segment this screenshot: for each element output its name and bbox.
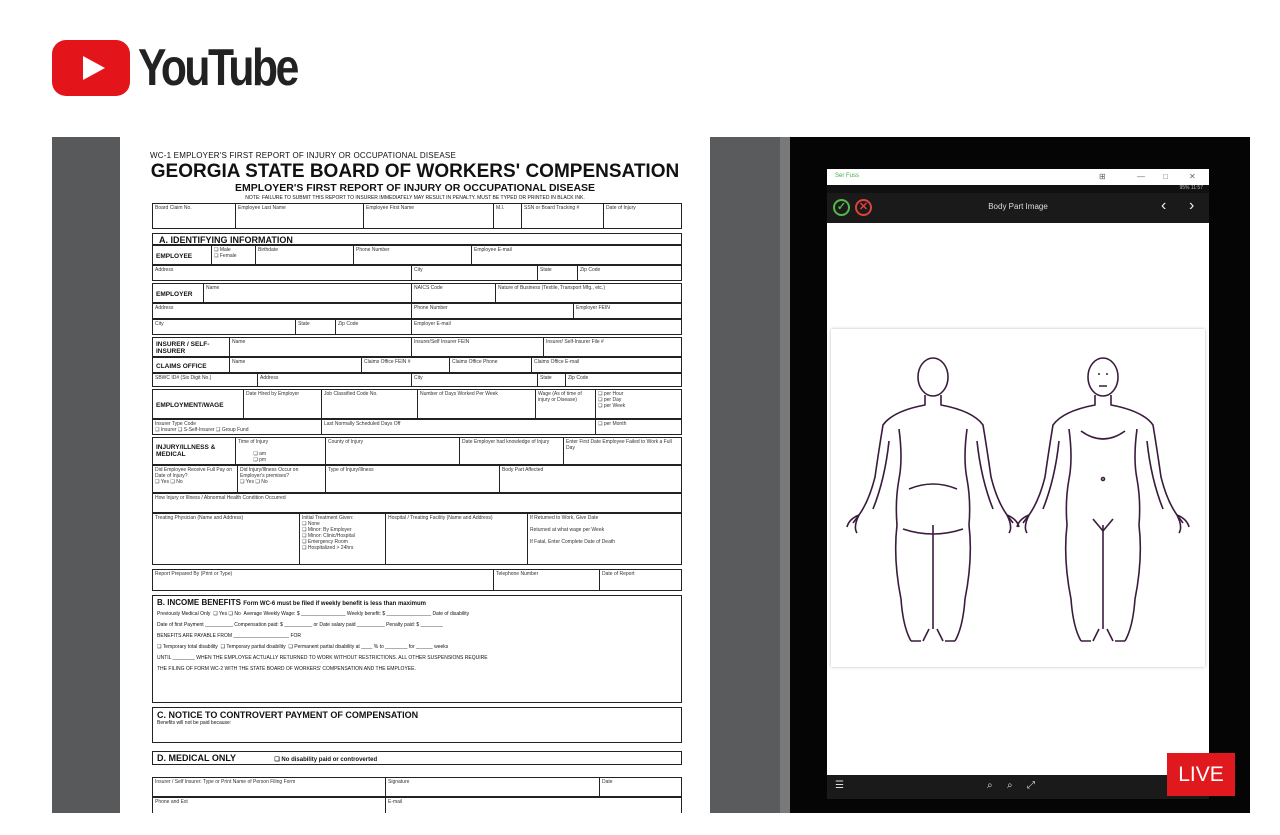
field-label: No disability paid or controverted xyxy=(281,757,378,763)
back-figure xyxy=(847,358,1019,641)
menu-icon[interactable]: ☰ xyxy=(835,780,844,791)
field-label: Phone and Ext xyxy=(155,799,188,805)
field-label: per Week xyxy=(582,527,605,533)
claims-row xyxy=(152,357,682,373)
section-d-note: ❑ No disability paid or controverted xyxy=(274,757,378,763)
section-c-header: C. NOTICE TO CONTROVERT PAYMENT OF COMPENSATION xyxy=(157,710,419,720)
field-label: Insurer Type Code xyxy=(155,421,197,427)
section-d-header: D. MEDICAL ONLY xyxy=(157,753,236,763)
field-label: Claims Office FEIN # xyxy=(361,358,413,372)
field-label: County of Injury xyxy=(325,438,365,464)
maximize-icon[interactable]: □ xyxy=(1163,172,1168,181)
sbwc-row xyxy=(152,373,682,387)
field-label: E-mail xyxy=(385,798,404,813)
field-label: Penalty paid: $ xyxy=(386,622,420,628)
return-to-work xyxy=(527,514,617,564)
field-label: Claims Office Phone xyxy=(449,358,499,372)
field-label: per Month xyxy=(603,421,627,427)
section-d xyxy=(152,751,682,765)
employer-row xyxy=(152,283,682,303)
field-label: Wage (As of time of injury or Disease) xyxy=(535,390,595,418)
field-label: Date xyxy=(599,778,615,796)
field-label: State xyxy=(537,374,554,386)
field-label: Did Injury/Illness Occur on Employer's premises? xyxy=(240,467,299,479)
screen-title: Body Part Image xyxy=(988,202,1048,211)
employee-address-row xyxy=(152,265,682,281)
field-label: Date of Report xyxy=(599,570,637,590)
field-label: Permanent partial disability at xyxy=(294,644,360,650)
premises: Did Injury/Illness Occur on Employer's premises? ❑ Yes ❑ No xyxy=(237,466,325,492)
field-label: M.I. xyxy=(493,204,506,228)
field-label: Compensation paid: $ xyxy=(234,622,283,628)
field-label: or Date salary paid xyxy=(313,622,356,628)
field-label: THE FILING OF FORM WC-2 WITH THE STATE BOARD OF WORKERS' COMPENSATION AND THE EMPLOYEE. xyxy=(157,666,416,672)
injury-row-2 xyxy=(152,465,682,493)
field-label: Yes xyxy=(245,479,254,485)
field-label: NAICS Code xyxy=(411,284,445,302)
check-icon[interactable]: ✓ xyxy=(833,199,850,216)
field-label: Insurer/ Self-Insurer File # xyxy=(543,338,606,356)
split-divider[interactable] xyxy=(780,137,790,813)
field-label: Average Weekly Wage: $ xyxy=(243,611,300,617)
field-label: Zip Code xyxy=(565,374,590,386)
close-icon[interactable]: ✕ xyxy=(1189,172,1196,181)
field-label: Telephone Number xyxy=(493,570,540,590)
field-label: Address xyxy=(155,305,174,311)
field-label: % to xyxy=(373,644,384,650)
field-label: Date of disability xyxy=(432,611,470,617)
injury-row xyxy=(152,437,682,465)
zoom-out-icon[interactable]: ⌕ xyxy=(1007,780,1013,791)
field-label: How Injury or Illness / Abnormal Health Condition Occurred xyxy=(155,495,286,501)
field-label: SSN or Board Tracking # xyxy=(521,204,581,228)
field-label: Birthdate xyxy=(255,246,280,264)
youtube-logo[interactable] xyxy=(52,38,332,98)
field-label: Body Part Affected xyxy=(499,466,545,492)
field-label: Nature of Business (Textile, Transport Mfg., etc.) xyxy=(495,284,607,302)
viewer-gutter xyxy=(710,137,780,813)
field-label: S-Self-Insurer xyxy=(183,427,215,433)
field-label: City xyxy=(155,321,164,327)
time-of-injury: Time of Injury ❑ am ❑ pm xyxy=(235,438,270,464)
top-fields-row xyxy=(152,203,682,229)
chevron-right-icon[interactable]: › xyxy=(1189,197,1195,214)
field-label: Signature xyxy=(385,778,411,796)
field-label: Initial Treatment Given: xyxy=(302,515,354,521)
field-label: Employee Last Name xyxy=(235,204,288,228)
section-b-note: Form WC-6 must be filed if weekly benefit is less than maximum xyxy=(243,601,426,607)
field-label: Minor: By Employer xyxy=(307,527,352,533)
insurer-type: Insurer Type Code ❑ Insurer ❑ S-Self-Insurer ❑ Group Fund xyxy=(155,421,249,433)
sign-row xyxy=(152,777,682,797)
field-label: per Day xyxy=(603,397,622,403)
employer-address-row xyxy=(152,303,682,319)
field-label: Report Prepared By (Print or Type) xyxy=(155,571,233,577)
cancel-icon[interactable]: ✕ xyxy=(855,199,872,216)
field-label: Address xyxy=(257,374,280,386)
field-label: Name xyxy=(203,284,221,302)
bottom-toolbar xyxy=(827,775,1209,799)
field-label: Temporary total disability xyxy=(162,644,218,650)
sign-row-2 xyxy=(152,797,682,813)
injury-label: INJURY/ILLNESS & MEDICAL xyxy=(156,444,216,458)
report-row xyxy=(152,569,682,591)
field-label: per Hour xyxy=(603,391,624,397)
youtube-wordmark: YouTube xyxy=(138,39,297,97)
field-label: No xyxy=(261,479,268,485)
field-label: If Returned to Work, Give Date xyxy=(530,515,599,521)
field-label: BENEFITS ARE PAYABLE FROM xyxy=(157,633,233,639)
field-label: Emergency Room xyxy=(307,539,348,545)
field-label: Insurer / Self Insurer: Type or Print Name of Person Filing Form xyxy=(155,779,296,785)
field-label: per Week xyxy=(603,403,626,409)
income-lines: Previously Medical Only ❑ Yes ❑ No Average Weekly Wage: $ ________________ Weekly benefit: $ ________________ Date of disability Date of first Payment __________ Compensation paid: $ __________ or Date salary paid __________ Penalty paid: $ ________ BENEFITS ARE PAYABLE FROM ____________________ FOR ❑ Temporary total disability ❑ Temporary partial disability ❑ Permanent partial disability at ____ % to ________ for ______ weeks UNTIL ________ WHEN THE EMPLOYEE ACTUALLY RETURNED TO WORK WITHOUT RESTRICTIONS. ALL OTHER SUSPENSIONS REQUIRE THE FILING OF FORM WC-2 WITH THE STATE BOARD OF WORKERS' COMPENSATION AND THE EMPLOYEE. xyxy=(157,611,488,672)
field-label: Female xyxy=(219,253,237,259)
insurer-type-row xyxy=(152,419,682,435)
section-c-sub: Benefits will not be paid because: xyxy=(157,720,232,726)
youtube-play-icon xyxy=(52,40,130,96)
field-label: Name xyxy=(229,338,247,356)
app-bar xyxy=(827,193,1209,223)
field-label: Claims Office E-mail xyxy=(531,358,581,372)
field-label: Time of Injury xyxy=(238,439,269,445)
field-label: am xyxy=(259,451,267,457)
field-label: Group Fund xyxy=(221,427,249,433)
form-subtitle: EMPLOYER'S FIRST REPORT OF INJURY OR OCCUPATIONAL DISEASE xyxy=(234,182,596,194)
sex-field: ❑ Male ❑ Female xyxy=(211,246,239,264)
window-titlebar xyxy=(827,169,1209,185)
status-bar: 95% 11:57 xyxy=(827,185,1209,193)
window-title: Ser Fuss xyxy=(835,173,860,179)
wc1-form-document xyxy=(120,137,710,813)
field-label: Job Classified Code No. xyxy=(321,390,380,418)
field-label: Phone Number xyxy=(411,304,450,318)
field-label: Name xyxy=(229,358,247,372)
menu-icon[interactable]: ⊞ xyxy=(1099,172,1106,181)
field-label: Hospitalized > 24hrs xyxy=(307,545,354,551)
field-label: weeks xyxy=(434,644,449,650)
field-label: Number of Days Worked Per Week xyxy=(417,390,500,418)
employer-label: EMPLOYER xyxy=(156,291,193,298)
field-label: Previously Medical Only xyxy=(157,611,211,617)
section-b xyxy=(152,595,682,703)
body-outline-drawing xyxy=(831,329,1205,667)
field-label: Date of first Payment xyxy=(157,622,204,628)
employment-row xyxy=(152,389,682,419)
insurer-row xyxy=(152,337,682,357)
field-label: State xyxy=(295,320,312,334)
full-pay: Did Employee Receive Full Pay on Date of Injury? ❑ Yes ❑ No xyxy=(155,467,232,485)
field-label: Yes xyxy=(218,611,228,617)
field-label: No xyxy=(176,479,183,485)
field-label: Employee E-mail xyxy=(471,246,514,264)
form-id: WC-1 EMPLOYER'S FIRST REPORT OF INJURY OR OCCUPATIONAL DISEASE xyxy=(150,151,456,160)
form-note: NOTE: FAILURE TO SUBMIT THIS REPORT TO INSURER IMMEDIATELY MAY RESULT IN PENALTY. MUST BE TYPED OR PRINTED IN BLACK INK. xyxy=(245,195,585,201)
field-label: Yes xyxy=(160,479,169,485)
field-label: Employee First Name xyxy=(363,204,416,228)
section-b-header: B. INCOME BENEFITS xyxy=(157,598,242,607)
front-figure xyxy=(1017,358,1189,641)
field-label: No xyxy=(234,611,241,617)
field-label: Date Employer had knowledge of Injury xyxy=(459,438,563,464)
field-label: City xyxy=(411,266,425,280)
field-label: Returned at what wage xyxy=(530,527,582,533)
wage-period-month: ❑ per Month xyxy=(595,420,628,434)
field-label: None xyxy=(307,521,320,527)
employee-row xyxy=(152,245,682,265)
field-label: Insurer xyxy=(160,427,177,433)
section-a-header: A. IDENTIFYING INFORMATION xyxy=(152,233,682,245)
field-label: State xyxy=(537,266,554,280)
field-label: Enter First Date Employee Failed to Work a Full Day xyxy=(563,438,681,464)
field-label: Male xyxy=(219,247,231,253)
video-frame[interactable] xyxy=(52,137,1250,813)
form-title: GEORGIA STATE BOARD OF WORKERS' COMPENSATION xyxy=(150,161,680,182)
field-label: Employer E-mail xyxy=(411,320,453,334)
field-label: Date of Injury xyxy=(603,204,638,228)
section-c xyxy=(152,707,682,743)
how-injury-row xyxy=(152,493,682,513)
field-label: UNTIL xyxy=(157,655,172,661)
insurer-label: INSURER / SELF-INSURER xyxy=(156,341,210,355)
field-label: Temporary partial disability xyxy=(226,644,286,650)
zoom-in-icon[interactable]: ⌕ xyxy=(987,780,993,791)
field-label: Weekly benefit: $ xyxy=(346,611,386,617)
field-label: Board Claim No. xyxy=(155,205,192,211)
app-window xyxy=(827,169,1209,799)
employee-label: EMPLOYEE xyxy=(156,253,193,260)
field-label: Last Normally Scheduled Days Off xyxy=(321,420,402,434)
field-label: WHEN THE EMPLOYEE ACTUALLY RETURNED TO WORK WITHOUT RESTRICTIONS. ALL OTHER SUSPENSIONS REQUIRE xyxy=(196,655,488,661)
field-label: Hospital / Treating Facility (Name and Address) xyxy=(385,514,495,564)
wage-periods: ❑ per Hour ❑ per Day ❑ per Week xyxy=(595,390,627,418)
field-label: Address xyxy=(155,267,174,273)
employer-city-row xyxy=(152,319,682,335)
field-label: Insurer/Self Insurer FEIN xyxy=(411,338,471,356)
claims-label: CLAIMS OFFICE xyxy=(156,363,207,370)
body-part-image[interactable] xyxy=(831,329,1205,667)
field-label: Treating Physician (Name and Address) xyxy=(155,515,244,521)
tablet-screen xyxy=(790,137,1250,813)
field-label: Zip Code xyxy=(577,266,602,280)
field-label: Date Hired by Employer xyxy=(243,390,301,418)
minimize-icon[interactable]: — xyxy=(1137,172,1145,181)
field-label: Type of Injury/Illness xyxy=(325,466,376,492)
field-label: If Fatal, Enter Complete Date of Death xyxy=(530,539,616,545)
field-label: SBWC ID# (Six Digit No.) xyxy=(155,375,212,381)
field-label: Phone Number xyxy=(353,246,392,264)
employment-label: EMPLOYMENT/WAGE xyxy=(156,402,224,409)
expand-icon[interactable]: ⤢ xyxy=(1027,780,1035,791)
field-label: City xyxy=(411,374,425,386)
initial-treatment: Initial Treatment Given: ❑ None ❑ Minor: By Employer ❑ Minor: Clinic/Hospital ❑ Emergency Room ❑ Hospitalized > 24hrs xyxy=(299,514,385,564)
chevron-left-icon[interactable]: ‹ xyxy=(1161,197,1167,214)
field-label: Zip Code xyxy=(335,320,360,334)
field-label: Did Employee Receive Full Pay on Date of Injury? xyxy=(155,467,232,479)
treating-row xyxy=(152,513,682,565)
field-label: pm xyxy=(259,457,267,463)
field-label: Employer FEIN xyxy=(573,304,612,318)
field-label: for xyxy=(408,644,415,650)
field-label: Minor: Clinic/Hospital xyxy=(307,533,355,539)
field-label: FOR xyxy=(290,633,301,639)
live-badge: LIVE xyxy=(1167,753,1235,796)
